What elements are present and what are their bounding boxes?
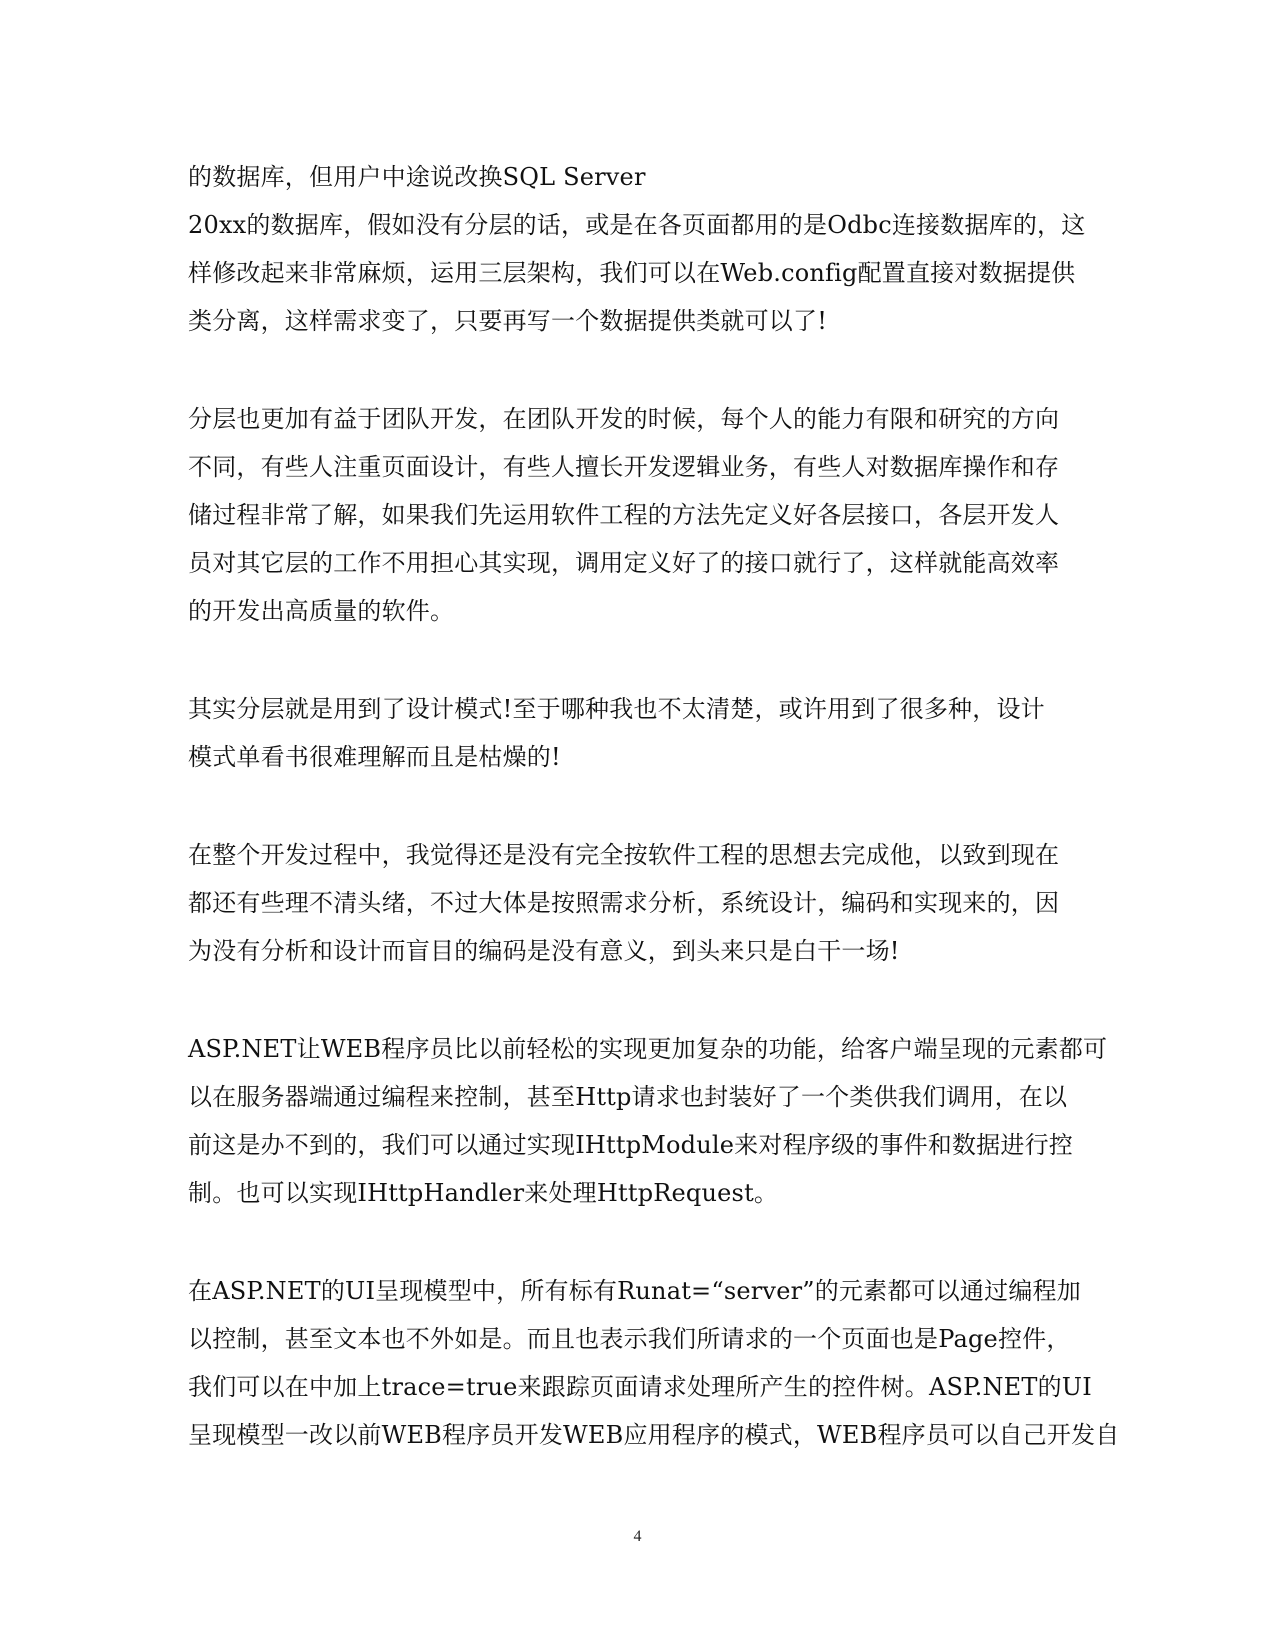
paragraph-3 bbox=[188, 685, 1088, 781]
paragraph-5 bbox=[188, 1025, 1108, 1217]
page-number: 4 bbox=[633, 1528, 642, 1545]
paragraph-6 bbox=[188, 1267, 1120, 1459]
paragraph-2 bbox=[188, 395, 1088, 635]
text-line: 模式单看书很难理解而且是枯燥的! bbox=[188, 743, 561, 771]
text-line: 在ASP.NET的UI呈现模型中，所有标有Runat=“server”的元素都可以通过编程加 bbox=[188, 1277, 1081, 1305]
text-line: ASP.NET让WEB程序员比以前轻松的实现更加复杂的功能，给客户端呈现的元素都可 bbox=[188, 1035, 1108, 1063]
paragraph-1 bbox=[188, 153, 1088, 345]
text-line: 的数据库，但用户中途说改换SQL Server bbox=[188, 163, 646, 191]
paragraph-4 bbox=[188, 831, 1088, 975]
text-line: 储过程非常了解，如果我们先运用软件工程的方法先定义好各层接口，各层开发人 bbox=[188, 501, 1060, 529]
text-line: 以控制，甚至文本也不外如是。而且也表示我们所请求的一个页面也是Page控件， bbox=[188, 1325, 1071, 1353]
text-line: 类分离，这样需求变了，只要再写一个数据提供类就可以了! bbox=[188, 307, 828, 335]
text-line: 制。也可以实现IHttpHandler来处理HttpRequest。 bbox=[188, 1179, 779, 1207]
text-line: 分层也更加有益于团队开发，在团队开发的时候，每个人的能力有限和研究的方向 bbox=[188, 405, 1060, 433]
text-line: 员对其它层的工作不用担心其实现，调用定义好了的接口就行了，这样就能高效率 bbox=[188, 549, 1060, 577]
text-line: 20xx的数据库，假如没有分层的话，或是在各页面都用的是Odbc连接数据库的，这 bbox=[188, 211, 1086, 239]
text-line: 的开发出高质量的软件。 bbox=[188, 597, 455, 625]
text-line: 我们可以在中加上trace=true来跟踪页面请求处理所产生的控件树。ASP.NET的UI bbox=[188, 1373, 1092, 1401]
text-line: 其实分层就是用到了设计模式!至于哪种我也不太清楚，或许用到了很多种，设计 bbox=[188, 695, 1045, 723]
text-line: 为没有分析和设计而盲目的编码是没有意义，到头来只是白干一场! bbox=[188, 937, 900, 965]
text-line: 呈现模型一改以前WEB程序员开发WEB应用程序的模式，WEB程序员可以自己开发自 bbox=[188, 1421, 1120, 1449]
text-line: 前这是办不到的，我们可以通过实现IHttpModule来对程序级的事件和数据进行控 bbox=[188, 1131, 1073, 1159]
body-text bbox=[188, 153, 1120, 1509]
text-line: 在整个开发过程中，我觉得还是没有完全按软件工程的思想去完成他，以致到现在 bbox=[188, 841, 1060, 869]
text-line: 以在服务器端通过编程来控制，甚至Http请求也封装好了一个类供我们调用，在以 bbox=[188, 1083, 1068, 1111]
text-line: 不同，有些人注重页面设计，有些人擅长开发逻辑业务，有些人对数据库操作和存 bbox=[188, 453, 1060, 481]
text-line: 样修改起来非常麻烦，运用三层架构，我们可以在Web.config配置直接对数据提供 bbox=[188, 259, 1076, 287]
text-line: 都还有些理不清头绪，不过大体是按照需求分析，系统设计，编码和实现来的，因 bbox=[188, 889, 1060, 917]
